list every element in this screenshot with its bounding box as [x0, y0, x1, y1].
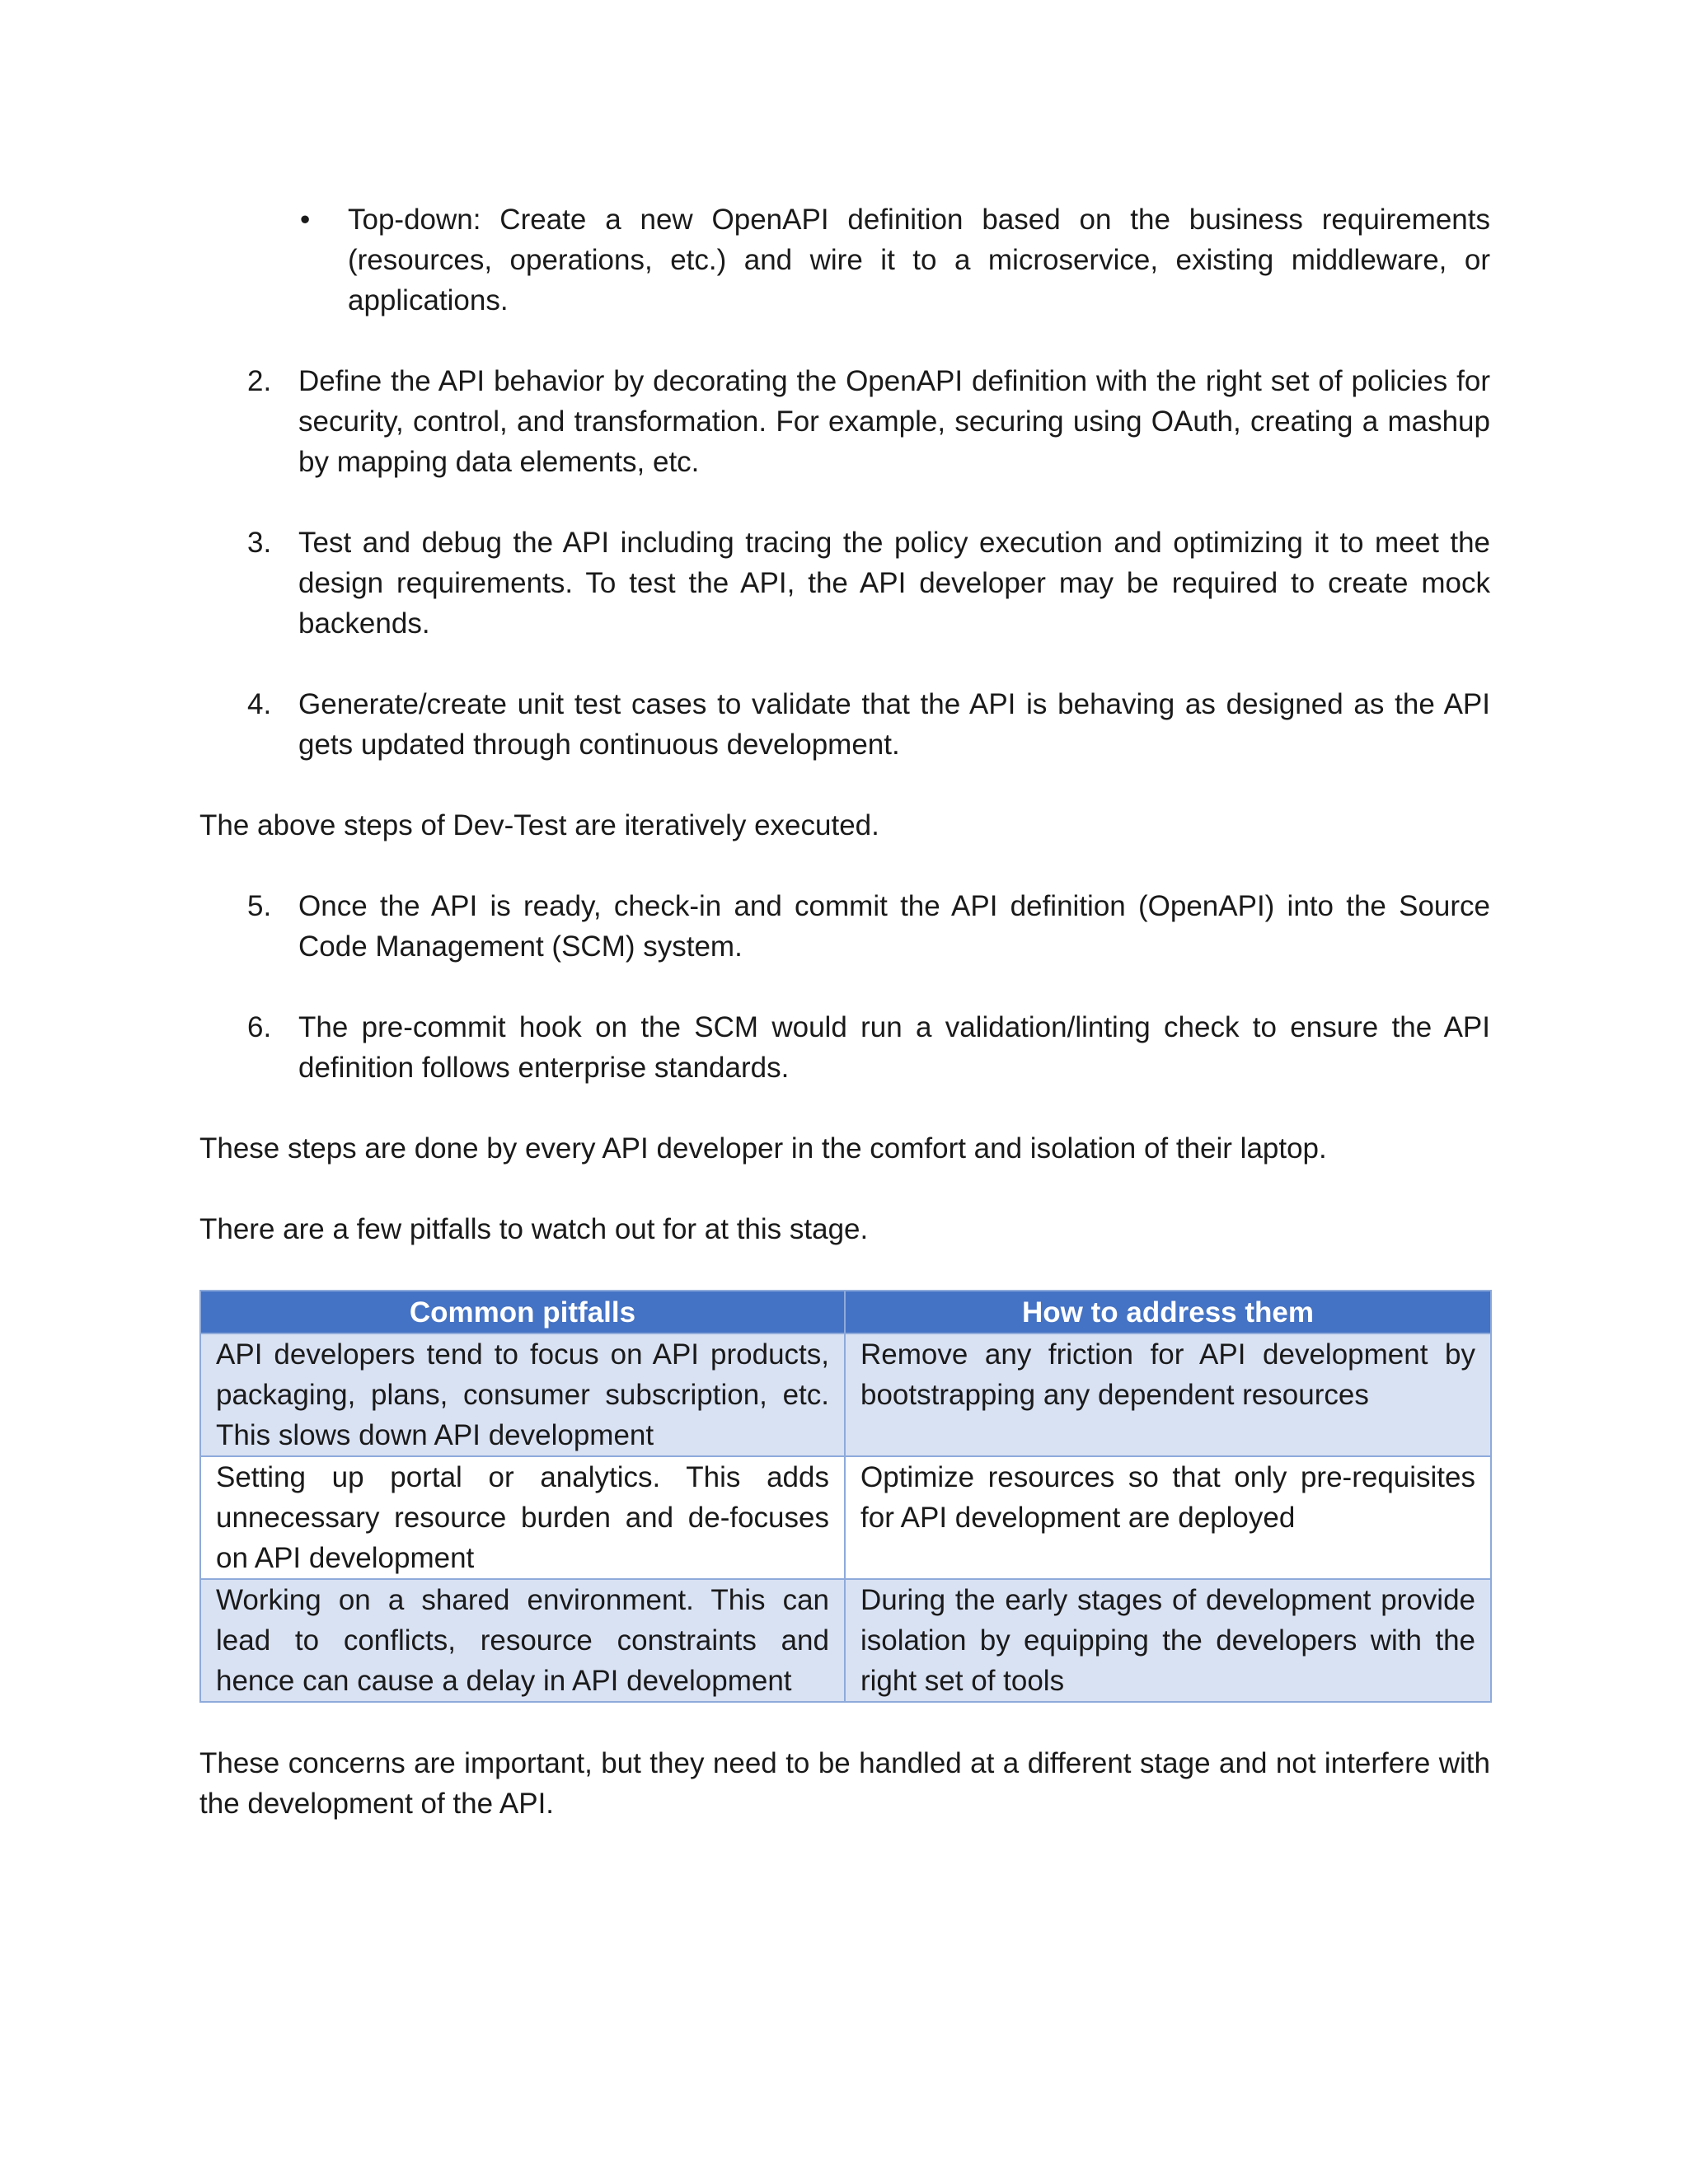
- table-row: [200, 1579, 1491, 1702]
- step-text: The pre-commit hook on the SCM would run a validation/linting check to ensure the API definition follows enterprise standards.: [298, 1011, 1490, 1084]
- table-cell: API developers tend to focus on API products, packaging, plans, consumer subscription, etc. This slows down API development: [200, 1333, 845, 1456]
- table-header-row: [200, 1291, 1491, 1333]
- table-row: [200, 1333, 1491, 1456]
- step-text: Define the API behavior by decorating the OpenAPI definition with the right set of policies for security, control, and transformation. For example, securing using OAuth, creating a mashup by mapping data elements, etc.: [298, 365, 1490, 478]
- step-item-3: [199, 523, 1490, 644]
- step-number: 5.: [247, 890, 272, 922]
- step-number: 4.: [247, 688, 272, 720]
- bullet-item: [199, 199, 1490, 321]
- paragraph-pitfalls-intro: There are a few pitfalls to watch out for at this stage.: [199, 1213, 869, 1245]
- step-item-4: [199, 684, 1490, 765]
- paragraph-iterative: The above steps of Dev-Test are iteratively executed.: [199, 809, 879, 841]
- step-text: Once the API is ready, check-in and commit the API definition (OpenAPI) into the Source Code Management (SCM) system.: [298, 890, 1490, 963]
- document-body: [199, 199, 1490, 1824]
- step-item-6: [199, 1007, 1490, 1088]
- column-header: Common pitfalls: [200, 1291, 845, 1333]
- step-number: 3.: [247, 527, 272, 559]
- paragraph-laptop: These steps are done by every API developer in the comfort and isolation of their laptop.: [199, 1132, 1327, 1165]
- table-cell: Optimize resources so that only pre-requisites for API development are deployed: [845, 1456, 1491, 1579]
- step-number: 2.: [247, 365, 272, 397]
- bullet-icon: •: [300, 204, 311, 236]
- table-cell: Setting up portal or analytics. This adds unnecessary resource burden and de-focuses on API development: [200, 1456, 845, 1579]
- table-cell: During the early stages of development provide isolation by equipping the developers with the right set of tools: [845, 1579, 1491, 1702]
- pitfalls-table: [199, 1290, 1492, 1703]
- table-cell: Remove any friction for API development by bootstrapping any dependent resources: [845, 1333, 1491, 1456]
- column-header: How to address them: [845, 1291, 1491, 1333]
- step-item-5: [199, 886, 1490, 967]
- table-cell: Working on a shared environment. This can lead to conflicts, resource constraints and hence can cause a delay in API development: [200, 1579, 845, 1702]
- step-text: Test and debug the API including tracing the policy execution and optimizing it to meet the design requirements. To test the API, the API developer may be required to create mock backends.: [298, 527, 1490, 640]
- bullet-text: Top-down: Create a new OpenAPI definition based on the business requirements (resources, operations, etc.) and wire it to a microservice, existing middleware, or applications.: [348, 204, 1490, 316]
- step-item-2: [199, 361, 1490, 482]
- step-text: Generate/create unit test cases to validate that the API is behaving as designed as the API gets updated through continuous development.: [298, 688, 1490, 761]
- table-row: [200, 1456, 1491, 1579]
- step-number: 6.: [247, 1011, 272, 1043]
- paragraph-concerns: These concerns are important, but they need to be handled at a different stage and not interfere with the development of the API.: [199, 1747, 1490, 1820]
